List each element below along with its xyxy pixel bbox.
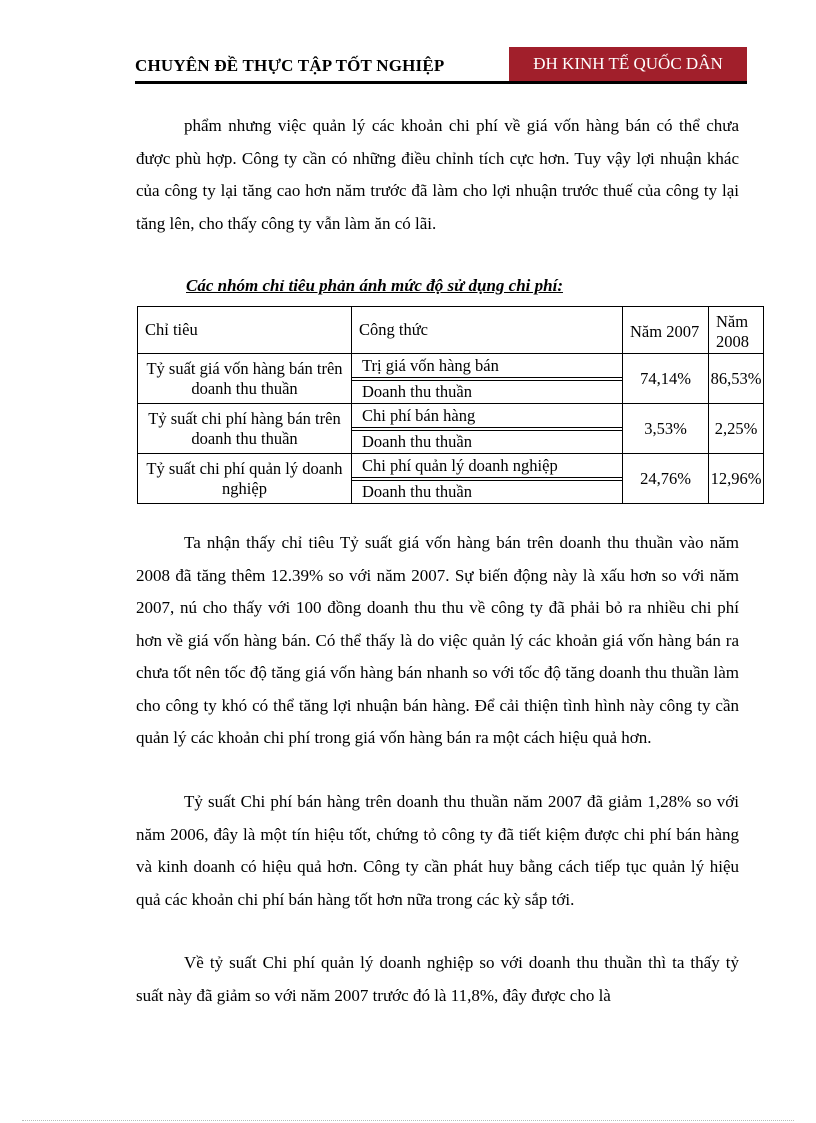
table-row bbox=[138, 404, 764, 454]
table-header-row bbox=[138, 307, 764, 354]
row-indicator: Tỷ suất chi phí quản lý doanh nghiệp bbox=[138, 454, 352, 504]
header-document-title: CHUYÊN ĐỀ THỰC TẬP TỐT NGHIỆP bbox=[135, 56, 445, 75]
analysis-paragraph-cogs: Ta nhận thấy chỉ tiêu Tỷ suất giá vốn hàng bán trên doanh thu thuần vào năm 2008 đã tăng thêm 12.39% so với năm 2007. Sự biến động này là xấu hơn so với năm 2007, nú cho thấy với 100 đồng doanh thu thu về công ty đã phải bỏ ra nhiều chi phí hơn về giá vốn hàng bán. Có thể thấy là do việc quản lý các khoản giá vốn hàng bán ra chưa tốt nên tốc độ tăng giá vốn hàng bán nhanh so với tốc độ tăng doanh thu thuần làm cho công ty khó có thể tăng lợi nhuận bán hàng. Để cải thiện tình hình này công ty cần quản lý các khoản chi phí trong giá vốn hàng bán ra một cách hiệu quả hơn. bbox=[136, 533, 739, 747]
header-rule bbox=[135, 81, 747, 84]
header-year-2007: Năm 2007 bbox=[623, 307, 709, 354]
cost-ratio-table bbox=[137, 306, 764, 504]
row-formula bbox=[352, 354, 623, 404]
table-row bbox=[138, 354, 764, 404]
row-formula bbox=[352, 454, 623, 504]
formula-numerator: Chi phí quản lý doanh nghiệp bbox=[352, 454, 622, 481]
analysis-paragraph-admin: Về tỷ suất Chi phí quản lý doanh nghiệp so với doanh thu thuần thì ta thấy tỷ suất này đã giảm so với năm 2007 trước đó là 11,8%, đây được cho là bbox=[136, 953, 739, 1005]
formula-numerator: Trị giá vốn hàng bán bbox=[352, 354, 622, 381]
footer-divider bbox=[22, 1120, 794, 1121]
formula-numerator: Chi phí bán hàng bbox=[352, 404, 622, 431]
analysis-paragraph-selling: Tỷ suất Chi phí bán hàng trên doanh thu thuần năm 2007 đã giảm 1,28% so với năm 2006, đây là một tín hiệu tốt, chứng tỏ công ty đã tiết kiệm được chi phí bán hàng và kinh doanh có hiệu quả hơn. Công ty cần phát huy bằng cách tiếp tục quản lý hiệu quả các khoản chi phí bán hàng tốt hơn nữa trong các kỳ sắp tới. bbox=[136, 792, 739, 909]
table-row bbox=[138, 454, 764, 504]
header-year-2008: Năm 2008 bbox=[709, 307, 764, 354]
section-title: Các nhóm chỉ tiêu phản ánh mức độ sử dụng chi phí: bbox=[186, 276, 563, 295]
row-indicator: Tỷ suất chi phí hàng bán trên doanh thu thuần bbox=[138, 404, 352, 454]
row-value-2008: 12,96% bbox=[709, 454, 764, 504]
row-value-2007: 74,14% bbox=[623, 354, 709, 404]
row-value-2008: 2,25% bbox=[709, 404, 764, 454]
row-formula bbox=[352, 404, 623, 454]
page-header bbox=[135, 47, 747, 81]
formula-denominator: Doanh thu thuần bbox=[362, 382, 472, 401]
header-indicator: Chỉ tiêu bbox=[138, 307, 352, 354]
intro-paragraph: phẩm nhưng việc quản lý các khoản chi phí về giá vốn hàng bán có thể chưa được phù hợp. Công ty cần có những điều chỉnh tích cực hơn. Tuy vậy lợi nhuận khác của công ty lại tăng cao hơn năm trước đã làm cho lợi nhuận trước thuế của công ty lại tăng lên, cho thấy công ty vẫn làm ăn có lãi. bbox=[136, 116, 739, 233]
row-value-2007: 24,76% bbox=[623, 454, 709, 504]
row-indicator: Tỷ suất giá vốn hàng bán trên doanh thu thuần bbox=[138, 354, 352, 404]
formula-denominator: Doanh thu thuần bbox=[362, 432, 472, 451]
row-value-2008: 86,53% bbox=[709, 354, 764, 404]
row-value-2007: 3,53% bbox=[623, 404, 709, 454]
formula-denominator: Doanh thu thuần bbox=[362, 482, 472, 501]
header-formula: Công thức bbox=[352, 307, 623, 354]
header-university-badge: ĐH KINH TẾ QUỐC DÂN bbox=[509, 47, 747, 81]
